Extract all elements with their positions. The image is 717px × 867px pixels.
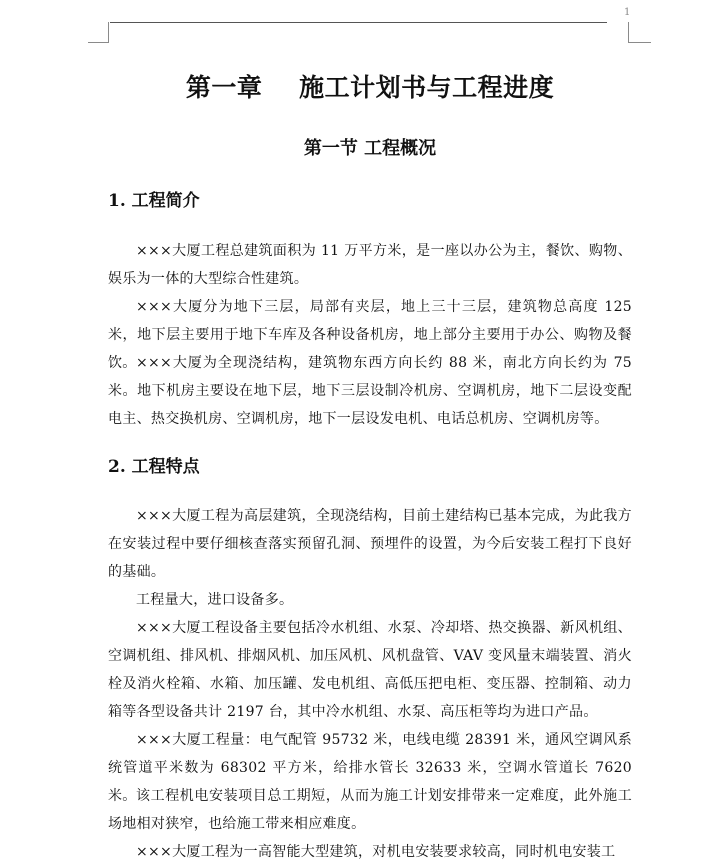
page-number: 1	[624, 7, 631, 18]
heading-project-features: 2. 工程特点	[108, 457, 200, 477]
paragraph: 该工程机电安装项目总工期短，从而为施工计划安排带来一定难度，此外施工场地相对狭窄，也给施工带来相应难度。	[108, 788, 632, 832]
paragraph: ×××大厦为全现浇结构，建筑物东西方向长约 88 米，南北方向长约为 75 米。地下机房主要设在地下层，地下三层设制冷机房、空调机房，地下二层设变配电主、热交换机房、空调机房，地下一层设发电机、电话总机房、空调机房等。	[108, 355, 632, 427]
heading-project-intro: 1. 工程简介	[108, 191, 200, 211]
paragraph: ×××大厦工程为高层建筑，全现浇结构，目前土建结构已基本完成，为此我方在安装过程中要仔细核查落实预留孔洞、预埋件的设置，为今后安装工程打下良好的基础。	[108, 508, 632, 580]
paragraph: ×××大厦工程量：电气配管 95732 米，电线电缆 28391 米，通风空调风系统管道平米数为 68302 平方米，给排水管长 32633 米，空调水管道长 7620 米。	[108, 732, 632, 804]
header-rule	[110, 22, 607, 23]
section-title: 第一节 工程概况	[303, 138, 437, 159]
header-corner-left	[88, 22, 109, 43]
paragraph: ×××大厦工程总建筑面积为 11 万平方米，是一座以办公为主，餐饮、购物、娱乐为一体的大型综合性建筑。	[108, 243, 632, 287]
paragraph: ×××大厦分为地下三层，局部有夹层，地上三十三层，建筑物总高度 125 米，地下层主要用于地下车库及各种设备机房，地上部分主要用于办公、购物及餐饮。	[108, 299, 632, 371]
paragraph: ×××大厦工程设备主要包括冷水机组、水泵、冷却塔、热交换器、新风机组、空调机组、排风机、排烟风机、加压风机、风机盘管、VAV 变风量末端装置、消火栓及消火栓箱、水箱、加压罐、发电机组、高低压把电柜、变压器、控制箱、动力箱等各型设备共计 2197 台，其中冷水机组、水泵、高压柜等均为进口产品。	[108, 620, 632, 720]
header-corner-right	[628, 22, 651, 43]
paragraph: ×××大厦工程为一高智能大型建筑，对机电安装要求较高，同时机电安装工	[136, 844, 616, 860]
paragraph: 工程量大，进口设备多。	[136, 592, 294, 608]
chapter-title: 第一章 施工计划书与工程进度	[185, 73, 555, 102]
